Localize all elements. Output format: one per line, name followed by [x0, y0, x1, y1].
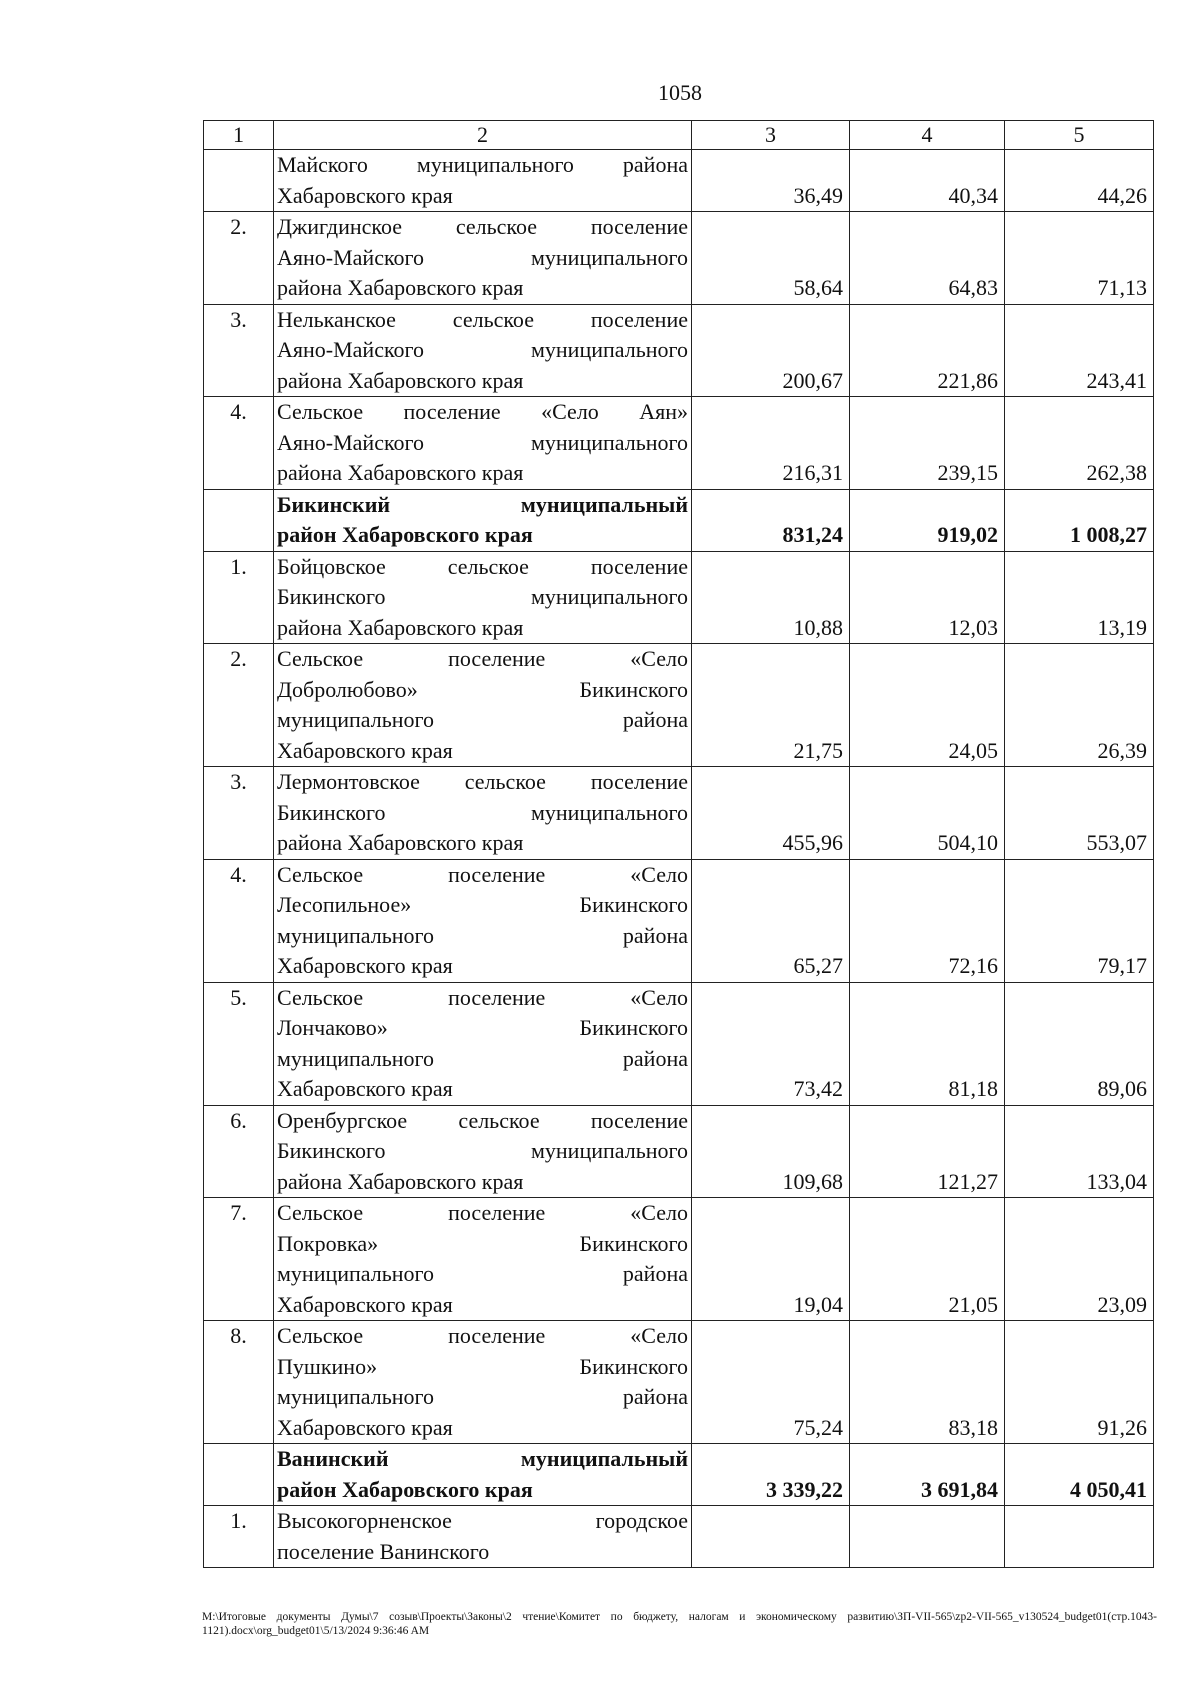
value-col-4: 72,16: [850, 859, 1005, 982]
value-col-3: 831,24: [692, 489, 850, 551]
row-name-line: Лончаково» Бикинского: [277, 1015, 688, 1040]
row-name-line: района Хабаровского края: [277, 367, 524, 393]
row-number: 1.: [204, 551, 274, 644]
value-col-3: 75,24: [692, 1321, 850, 1444]
page-number: 1058: [658, 80, 702, 105]
row-name: [274, 1198, 692, 1321]
value-col-4: 919,02: [850, 489, 1005, 551]
row-number: [204, 1444, 274, 1506]
row-number: 2.: [204, 644, 274, 767]
value-col-4: 21,05: [850, 1198, 1005, 1321]
row-name-line: Бикинского муниципального: [277, 799, 688, 825]
row-name-line: Хабаровского края: [277, 1076, 453, 1101]
value-col-4: 121,27: [850, 1105, 1005, 1198]
header-col-3: 3: [692, 121, 850, 150]
value-col-4: 12,03: [850, 551, 1005, 644]
value-col-5: 79,17: [1005, 859, 1154, 982]
table-row: [204, 767, 1154, 860]
row-name-line: Хабаровского края: [277, 182, 453, 208]
value-col-3: 200,67: [692, 304, 850, 397]
table-row: [204, 859, 1154, 982]
row-number: 6.: [204, 1105, 274, 1198]
value-col-5: 44,26: [1005, 150, 1154, 212]
table-row: [204, 644, 1154, 767]
row-name: [274, 489, 692, 551]
row-name-line: Хабаровского края: [277, 953, 453, 978]
row-name-line: Хабаровского края: [277, 1414, 453, 1440]
header-col-4: 4: [850, 121, 1005, 150]
row-name: [274, 304, 692, 397]
value-col-4: 3 691,84: [850, 1444, 1005, 1506]
row-name-line: Высокогорненское городское: [277, 1508, 688, 1533]
header-col-1: 1: [204, 121, 274, 150]
value-col-5: 23,09: [1005, 1198, 1154, 1321]
row-name-line: района Хабаровского края: [277, 460, 524, 485]
row-name: [274, 1506, 692, 1568]
row-name-line: муниципального района: [277, 922, 688, 948]
value-col-4: [850, 1506, 1005, 1568]
row-name-line: района Хабаровского края: [277, 830, 524, 855]
value-col-3: 73,42: [692, 982, 850, 1105]
table-row: [204, 1105, 1154, 1198]
row-name: [274, 397, 692, 490]
budget-table: [203, 120, 1154, 1568]
row-number: 2.: [204, 212, 274, 305]
table-row-district-total: [204, 489, 1154, 551]
value-col-4: 239,15: [850, 397, 1005, 490]
row-name-line: район Хабаровского края: [277, 1476, 533, 1502]
row-name: [274, 551, 692, 644]
value-col-5: 243,41: [1005, 304, 1154, 397]
row-name-line: Лермонтовское сельское поселение: [277, 769, 688, 794]
row-name-line: Пушкино» Бикинского: [277, 1353, 688, 1379]
value-col-3: 58,64: [692, 212, 850, 305]
row-name-line: Бикинский муниципальный: [277, 491, 688, 517]
value-col-4: 40,34: [850, 150, 1005, 212]
row-name: [274, 212, 692, 305]
table-row: [204, 1506, 1154, 1568]
row-name: [274, 1105, 692, 1198]
row-name-line: Аяно-Майского муниципального: [277, 337, 688, 362]
value-col-4: 504,10: [850, 767, 1005, 860]
row-name: [274, 644, 692, 767]
file-path-footer: M:\Итоговые документы Думы\7 созыв\Проекты\Законы\2 чтение\Комитет по бюджету, налогам и экономическому развитию\ЗП-VII-565\zp2-VII-565_v130524_budget01(стр.1043-1121).docx\org_budget01\5/13/2024 9:36:46 AM: [202, 1611, 1157, 1637]
table-row: [204, 1321, 1154, 1444]
header-col-5: 5: [1005, 121, 1154, 150]
table-row: [204, 212, 1154, 305]
table-row-district-total: [204, 1444, 1154, 1506]
value-col-4: 83,18: [850, 1321, 1005, 1444]
value-col-3: 216,31: [692, 397, 850, 490]
row-number: 8.: [204, 1321, 274, 1444]
row-name-line: Бикинского муниципального: [277, 584, 688, 609]
row-name-line: Сельское поселение «Село: [277, 984, 688, 1010]
row-name-line: Покровка» Бикинского: [277, 1230, 688, 1256]
row-name-line: района Хабаровского края: [277, 275, 524, 300]
table-row: [204, 304, 1154, 397]
row-name-line: Нельканское сельское поселение: [277, 306, 688, 332]
value-col-5: [1005, 1506, 1154, 1568]
row-name-line: района Хабаровского края: [277, 614, 524, 640]
row-number: 5.: [204, 982, 274, 1105]
row-name: [274, 1444, 692, 1506]
value-col-3: [692, 1506, 850, 1568]
value-col-4: 64,83: [850, 212, 1005, 305]
value-col-3: 109,68: [692, 1105, 850, 1198]
row-name-line: Лесопильное» Бикинского: [277, 892, 688, 917]
row-name-line: Оренбургское сельское поселение: [277, 1107, 688, 1133]
row-name-line: Сельское поселение «Село Аян»: [277, 399, 688, 424]
value-col-4: 24,05: [850, 644, 1005, 767]
row-name-line: муниципального района: [277, 1384, 688, 1409]
value-col-5: 91,26: [1005, 1321, 1154, 1444]
value-col-3: 3 339,22: [692, 1444, 850, 1506]
row-name-line: поселение Ванинского: [277, 1538, 490, 1564]
row-name-line: район Хабаровского края: [277, 522, 533, 547]
row-name-line: Сельское поселение «Село: [277, 646, 688, 671]
value-col-3: 455,96: [692, 767, 850, 860]
row-name-line: Сельское поселение «Село: [277, 861, 688, 887]
value-col-5: 71,13: [1005, 212, 1154, 305]
row-number: 3.: [204, 304, 274, 397]
row-name-line: муниципального района: [277, 1045, 688, 1071]
table-row: [204, 150, 1154, 212]
row-name: [274, 1321, 692, 1444]
row-number: 4.: [204, 859, 274, 982]
row-number: [204, 489, 274, 551]
value-col-5: 89,06: [1005, 982, 1154, 1105]
table-row: [204, 551, 1154, 644]
value-col-3: 21,75: [692, 644, 850, 767]
row-name-line: Аяно-Майского муниципального: [277, 244, 688, 270]
row-number: 7.: [204, 1198, 274, 1321]
row-name-line: района Хабаровского края: [277, 1168, 524, 1194]
row-name-line: Бойцовское сельское поселение: [277, 553, 688, 579]
value-col-5: 553,07: [1005, 767, 1154, 860]
value-col-5: 26,39: [1005, 644, 1154, 767]
value-col-4: 221,86: [850, 304, 1005, 397]
value-col-3: 36,49: [692, 150, 850, 212]
table-row: [204, 1198, 1154, 1321]
row-name-line: Джигдинское сельское поселение: [277, 214, 688, 239]
row-name-line: Хабаровского края: [277, 1291, 453, 1317]
row-number: 1.: [204, 1506, 274, 1568]
row-name-line: Хабаровского края: [277, 737, 453, 763]
row-name-line: Добролюбово» Бикинского: [277, 676, 688, 702]
row-number: 3.: [204, 767, 274, 860]
row-name-line: Аяно-Майского муниципального: [277, 429, 688, 455]
row-name-line: Бикинского муниципального: [277, 1138, 688, 1163]
table-row: [204, 982, 1154, 1105]
value-col-5: 1 008,27: [1005, 489, 1154, 551]
row-number: 4.: [204, 397, 274, 490]
value-col-5: 262,38: [1005, 397, 1154, 490]
row-name: [274, 982, 692, 1105]
table-header-row: [204, 121, 1154, 150]
row-name-line: Ванинский муниципальный: [277, 1446, 688, 1471]
row-name-line: муниципального района: [277, 1261, 688, 1286]
table-row: [204, 397, 1154, 490]
value-col-5: 4 050,41: [1005, 1444, 1154, 1506]
row-name: [274, 859, 692, 982]
value-col-3: 10,88: [692, 551, 850, 644]
row-name-line: Майского муниципального района: [277, 152, 688, 177]
row-name: [274, 767, 692, 860]
value-col-3: 65,27: [692, 859, 850, 982]
row-name-line: Сельское поселение «Село: [277, 1200, 688, 1225]
row-name: [274, 150, 692, 212]
row-name-line: муниципального района: [277, 707, 688, 732]
row-number: [204, 150, 274, 212]
value-col-3: 19,04: [692, 1198, 850, 1321]
value-col-5: 13,19: [1005, 551, 1154, 644]
row-name-line: Сельское поселение «Село: [277, 1323, 688, 1348]
value-col-4: 81,18: [850, 982, 1005, 1105]
value-col-5: 133,04: [1005, 1105, 1154, 1198]
header-col-2: 2: [274, 121, 692, 150]
